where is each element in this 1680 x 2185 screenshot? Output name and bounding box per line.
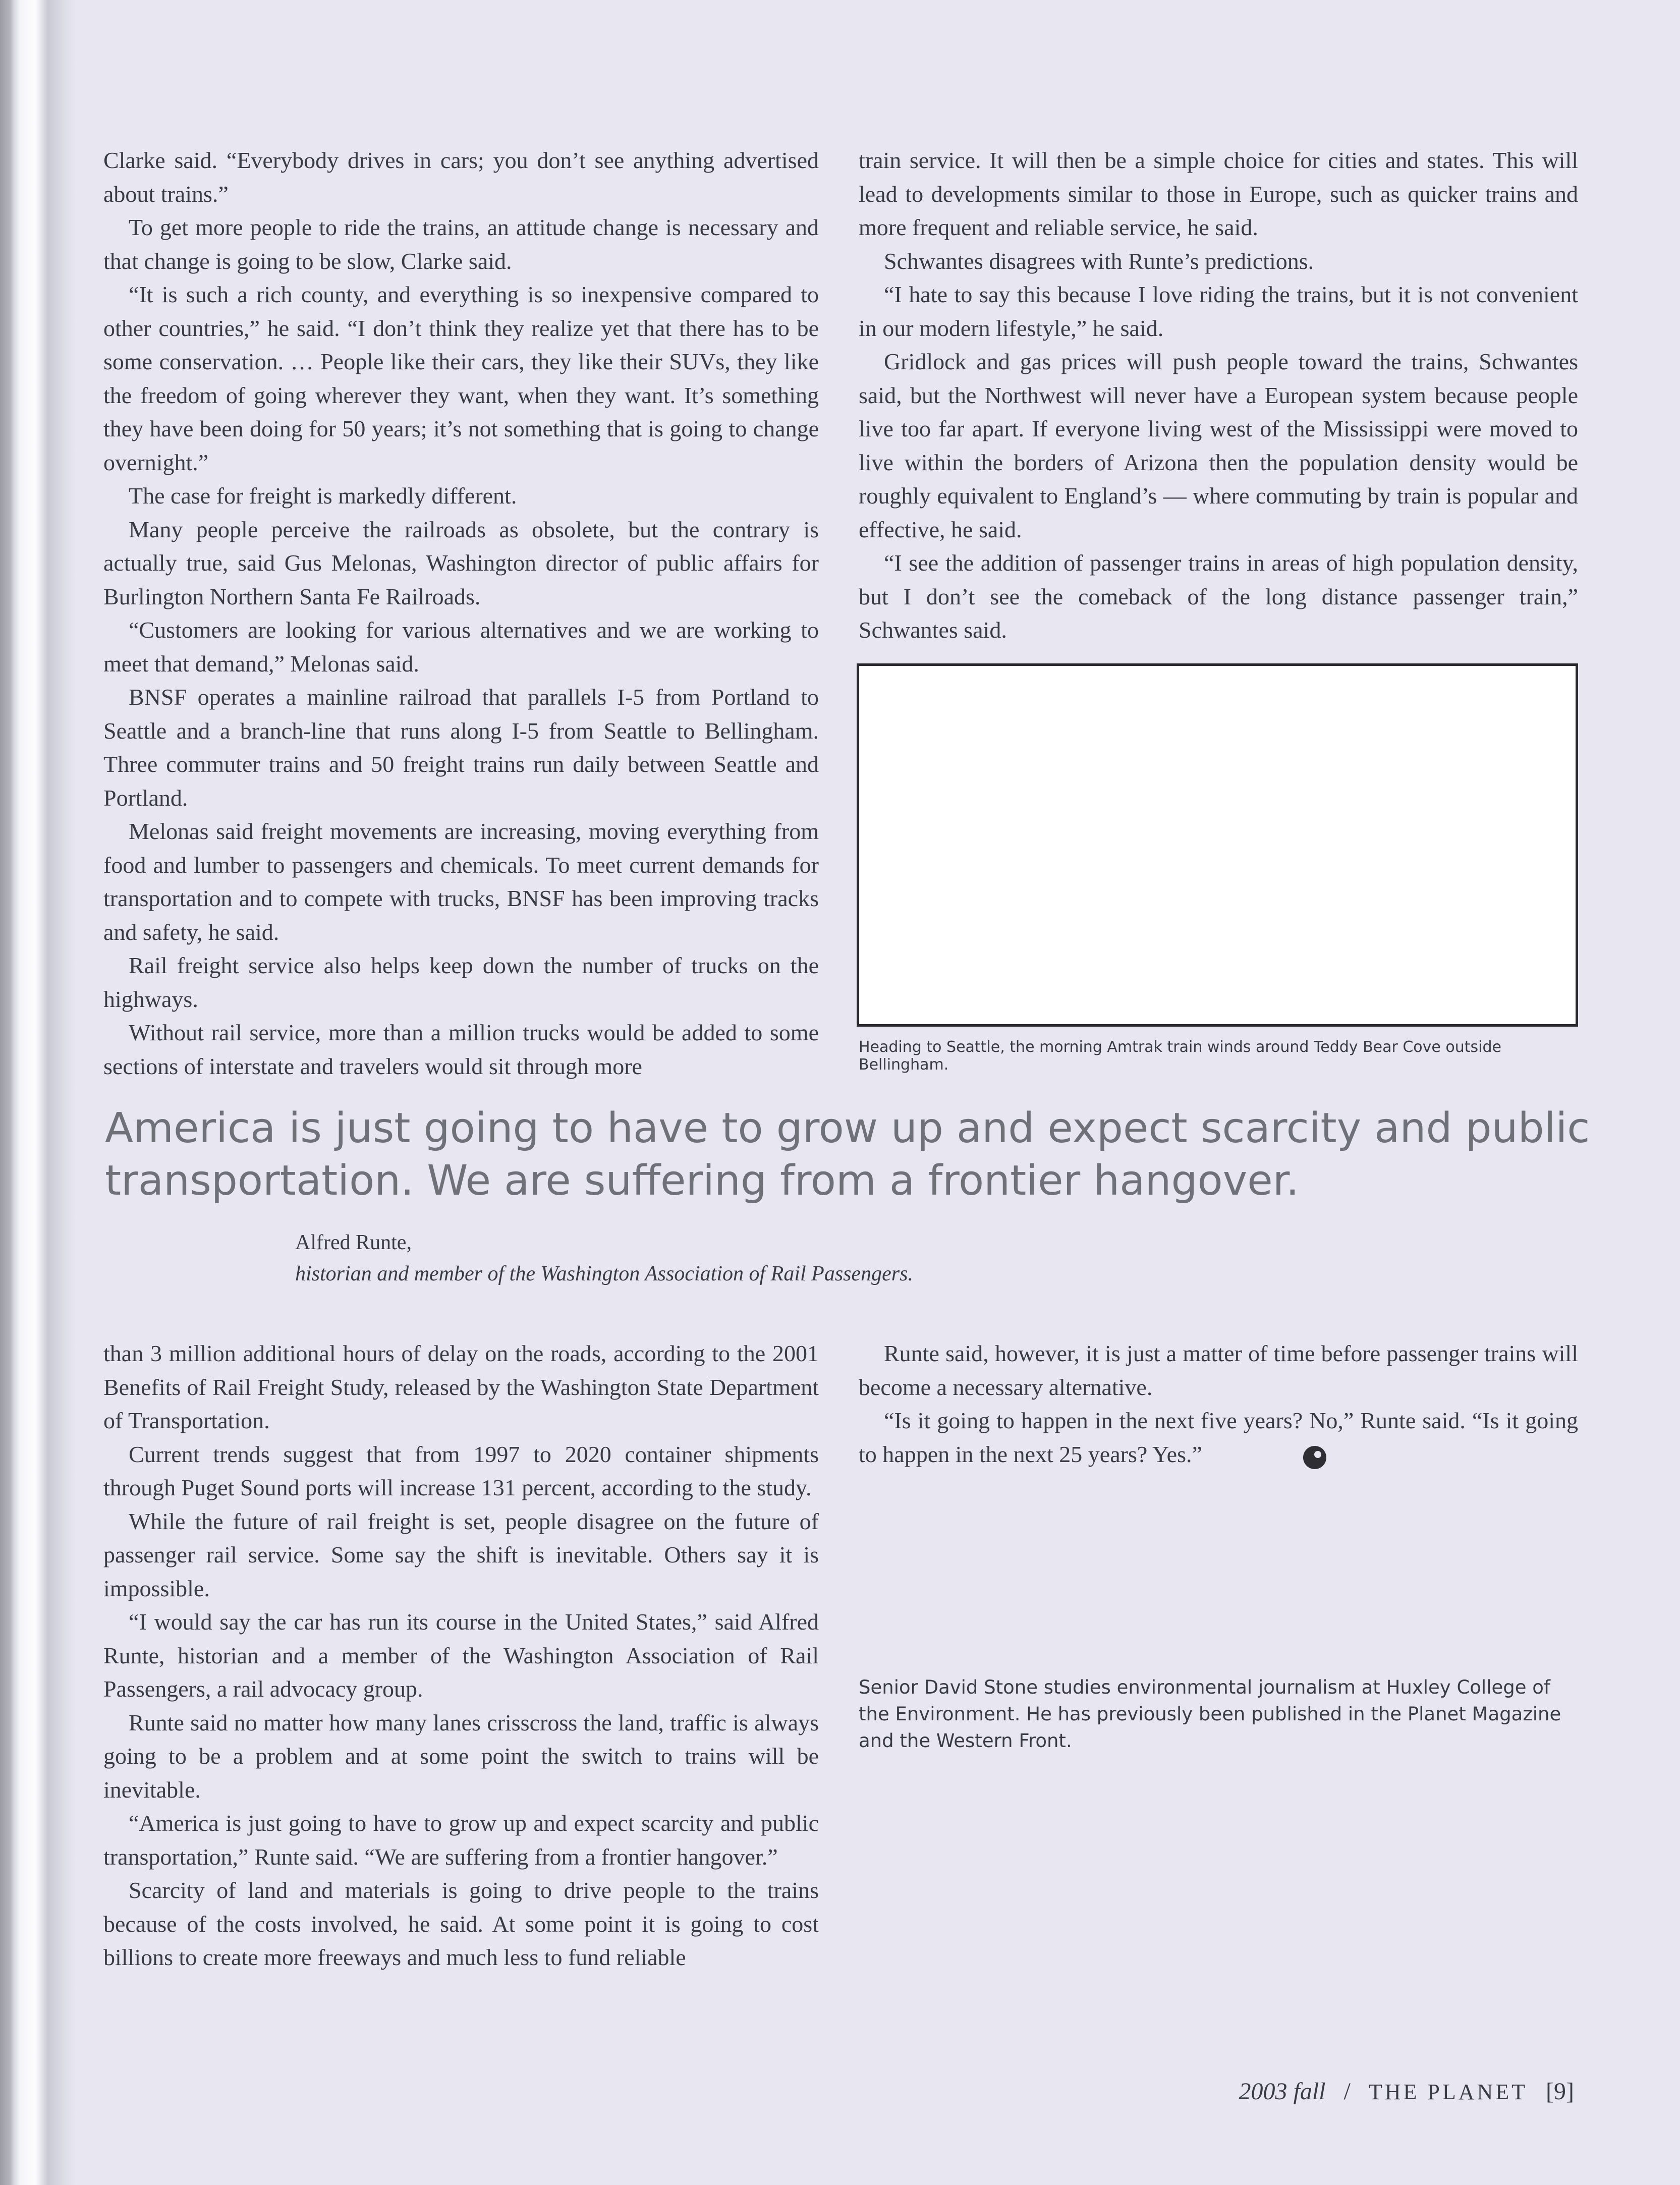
paragraph: Current trends suggest that from 1997 to 2020 container shipments through Puget Sound ports will increase 131 percent, according to the study. [103,1441,819,1500]
folio-separator: / [1343,2078,1351,2105]
paragraph: To get more people to ride the trains, an attitude change is necessary and that change is going to be slow, Clarke said. [103,214,819,274]
paragraph: Clarke said. “Everybody drives in cars; you don’t see anything advertised about trains.” [103,147,819,207]
paragraph: Without rail service, more than a million trucks would be added to some sections of interstate and travelers would sit through more [103,1020,819,1079]
attribution-role: historian and member of the Washington Association of Rail Passengers. [295,1262,913,1285]
page-binding-edge [0,0,76,2185]
column-top-left [103,144,819,1083]
photo-caption: Heading to Seattle, the morning Amtrak train winds around Teddy Bear Cove outside Bellingham. [859,1038,1502,1074]
paragraph: train service. It will then be a simple choice for cities and states. This will lead to developments similar to those in Europe, such as quicker trains and more frequent and reliable service, he said. [859,147,1578,240]
paragraph: Melonas said freight movements are increasing, moving everything from food and lumber to passengers and chemicals. To meet current demands for transportation and to compete with trucks, BNSF has been improving tracks and safety, he said. [103,818,819,945]
paragraph: Scarcity of land and materials is going to drive people to the trains because of the costs involved, he said. At some point it is going to cost billions to create more freeways and much less to fund reliable [103,1877,819,1970]
train-photo [857,663,1578,1027]
pull-quote: America is just going to have to grow up and expect scarcity and public transportation. We are suffering from a frontier hangover. [105,1104,1590,1205]
paragraph [859,1404,1578,1471]
paragraph: “I see the addition of passenger trains in areas of high population density, but I don’t see the comeback of the long distance passenger train,” Schwantes said. [859,550,1578,643]
pull-quote-attribution [295,1227,913,1290]
paragraph: “It is such a rich county, and everything is so inexpensive compared to other countries,” he said. “I don’t think they realize yet that there has to be some conservation. … People like their cars, they like their SUVs, they like the freedom of going wherever they want, when they want. It’s something they have been doing for 50 years; it’s not something that is going to change overnight.” [103,282,819,475]
paragraph: While the future of rail freight is set, people disagree on the future of passenger rail service. Some say the shift is inevitable. Others say it is impossible. [103,1508,819,1601]
issue-label: 2003 fall [1239,2078,1326,2105]
paragraph: Runte said no matter how many lanes crisscross the land, traffic is always going to be a problem and at some point the switch to trains will be inevitable. [103,1709,819,1803]
author-bio: Senior David Stone studies environmental journalism at Huxley College of the Environment. He has previously been published in the Planet Magazine and the Western Front. [859,1676,1561,1752]
paragraph: “Customers are looking for various alternatives and we are working to meet that demand,” Melonas said. [103,617,819,677]
paragraph: “America is just going to have to grow up and expect scarcity and public transportation,” Runte said. “We are suffering from a frontier hangover.” [103,1810,819,1870]
paragraph: Many people perceive the railroads as obsolete, but the contrary is actually true, said Gus Melonas, Washington director of public affairs for Burlington Northern Santa Fe Railroads. [103,516,819,609]
paragraph: “I hate to say this because I love riding the trains, but it is not convenient in our modern lifestyle,” he said. [859,282,1578,341]
magazine-name: THE PLANET [1368,2080,1528,2104]
paragraph: The case for freight is markedly different. [129,483,517,509]
attribution-name: Alfred Runte, [295,1231,412,1254]
paragraph: Gridlock and gas prices will push people toward the trains, Schwantes said, but the Northwest will never have a European system because people live too far apart. If everyone living west of the Mississippi were moved to live within the borders of Arizona then the population density would be roughly equivalent to England’s — where commuting by train is popular and effective, he said. [859,349,1578,542]
column-bottom-left [103,1337,819,1975]
paragraph: Schwantes disagrees with Runte’s predictions. [884,248,1314,274]
column-bottom-right [859,1337,1578,1471]
paragraph: than 3 million additional hours of delay on the roads, according to the 2001 Benefits of Rail Freight Study, released by the Washington State Department of Transportation. [103,1340,819,1433]
page-folio [1239,2078,1574,2105]
column-top-right [859,144,1578,647]
paragraph: Runte said, however, it is just a matter of time before passenger trains will become a necessary alternative. [859,1340,1578,1400]
planet-logo-icon [1303,1446,1326,1469]
paragraph-text: “Is it going to happen in the next five years? No,” Runte said. “Is it going to happen in the next 25 years? Yes.” [859,1408,1578,1467]
paragraph: “I would say the car has run its course in the United States,” said Alfred Runte, historian and a member of the Washington Association of Rail Passengers, a rail advocacy group. [103,1609,819,1702]
paragraph: Rail freight service also helps keep down the number of trucks on the highways. [103,953,819,1012]
page-number: [9] [1546,2078,1574,2105]
paragraph: BNSF operates a mainline railroad that parallels I-5 from Portland to Seattle and a branch-line that runs along I-5 from Seattle to Bellingham. Three commuter trains and 50 freight trains run daily between Seattle and Portland. [103,684,819,811]
